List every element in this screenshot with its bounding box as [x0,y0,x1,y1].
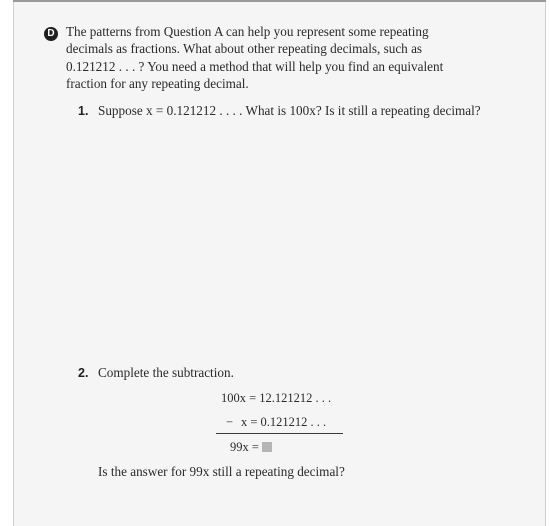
equation-line-3-label: 99x = [230,440,259,454]
section-badge: D [44,27,58,41]
minus-sign: − [226,415,234,429]
equation-line-2: x = 0.121212 . . . [241,415,327,429]
answer-placeholder-box [262,442,272,452]
question-1-number: 1. [78,104,89,118]
question-2-followup: Is the answer for 99x still a repeating decimal? [98,464,345,479]
intro-line: decimals as fractions. What about other repeating decimals, such as [66,41,423,57]
question-1-text: Suppose x = 0.121212 . . . . What is 100x? Is it still a repeating decimal? [98,103,481,118]
subtraction-rule [216,433,343,434]
question-2-number: 2. [78,366,89,380]
question-2-text: Complete the subtraction. [98,365,234,380]
intro-line: The patterns from Question A can help you represent some repeating [66,24,429,39]
top-divider [13,0,546,2]
intro-line: fraction for any repeating decimal. [66,75,249,91]
equation-line-1: 100x = 12.121212 . . . [221,391,332,405]
intro-line: 0.121212 . . . ? You need a method that will help you find an equivalent [66,58,444,74]
equation-line-3 [230,440,272,455]
section-intro [66,23,516,92]
